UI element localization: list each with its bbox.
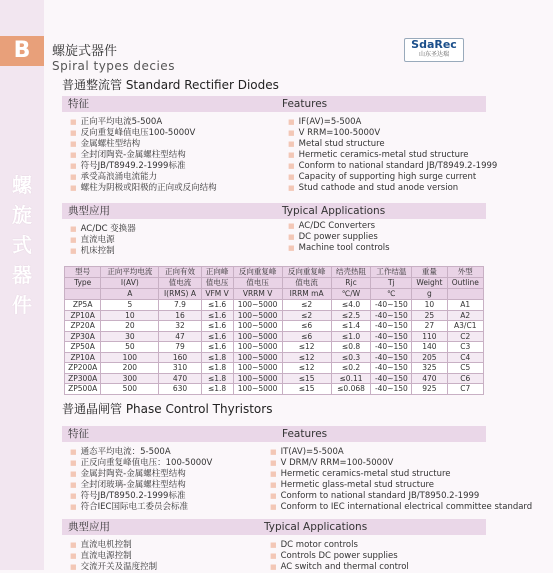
table-row: [65, 342, 484, 353]
unit-cell: IRRM mA: [282, 289, 331, 300]
unit-cell: A: [101, 289, 159, 300]
table-cell: ≤6: [282, 321, 331, 332]
table-cell: 140: [412, 342, 447, 353]
page-header: [52, 40, 175, 73]
table-row: [65, 300, 484, 311]
header-cell: 值电压: [201, 278, 233, 289]
table-row: [65, 352, 484, 363]
table-cell: ≤12: [282, 342, 331, 353]
table-cell: ZP50A: [65, 342, 101, 353]
features-list-cn: [70, 117, 217, 194]
list-item: ■ AC/DC 变换器: [70, 224, 136, 235]
header-cell: 反向重复峰: [233, 267, 282, 278]
header-cell: Rjc: [331, 278, 371, 289]
table-cell: 27: [412, 321, 447, 332]
side-color-bar: [0, 0, 44, 570]
header-cell: 重量: [412, 267, 447, 278]
table-cell: C3: [447, 342, 483, 353]
table-cell: C4: [447, 352, 483, 363]
table-cell: 30: [101, 331, 159, 342]
applications-band: [62, 519, 486, 535]
table-unit-row: [65, 289, 484, 300]
table-cell: 7.9: [159, 300, 201, 311]
applications-label-cn: 典型应用: [68, 521, 110, 533]
table-cell: ZP20A: [65, 321, 101, 332]
header-title-en: Spiral types decies: [52, 59, 175, 73]
table-cell: 100~5000: [233, 373, 282, 384]
brand-logo: [404, 38, 464, 62]
header-cell: Outline: [447, 278, 483, 289]
header-cell: 正向平均电流: [101, 267, 159, 278]
table-cell: -40~150: [371, 331, 412, 342]
unit-cell: [65, 289, 101, 300]
header-cell: 正向有效: [159, 267, 201, 278]
list-item: ■ Hermetic ceramics-metal stud structure: [270, 469, 532, 480]
table-cell: 100~5000: [233, 321, 282, 332]
section-title-rectifier: 普通整流管 Standard Rectifier Diodes: [62, 78, 279, 92]
header-cell: 值电压: [233, 278, 282, 289]
header-cell: 反向重复峰: [282, 267, 331, 278]
list-item: ■ Conform to IEC international electrical committee standard: [270, 502, 532, 513]
header-cell: 值电流: [159, 278, 201, 289]
table-cell: ≤1.6: [201, 342, 233, 353]
header-cell: 工作结温: [371, 267, 412, 278]
table-cell: C6: [447, 373, 483, 384]
table-body: [65, 300, 484, 395]
table-cell: 925: [412, 384, 447, 395]
features-label-cn: 特征: [68, 428, 89, 440]
table-row: [65, 384, 484, 395]
table-cell: 100~5000: [233, 331, 282, 342]
table-cell: 100~5000: [233, 310, 282, 321]
table-cell: -40~150: [371, 373, 412, 384]
table-cell: ≤1.6: [201, 331, 233, 342]
header-cell: 值电流: [282, 278, 331, 289]
table-cell: ≤12: [282, 363, 331, 374]
list-item: ■ Stud cathode and stud anode version: [288, 183, 497, 194]
table-cell: ≤1.6: [201, 310, 233, 321]
list-item: ■ 符合IEC国际电工委员会标准: [70, 502, 212, 513]
list-item: ■ 正向平均电流5-500A: [70, 117, 217, 128]
list-item: ■ 符号JB/T8949.2-1999标准: [70, 161, 217, 172]
list-item: ■ AC switch and thermal control: [270, 562, 409, 573]
unit-cell: I(RMS) A: [159, 289, 201, 300]
table-cell: ≤4.0: [331, 300, 371, 311]
table-cell: ≤12: [282, 352, 331, 363]
table-cell: 100~5000: [233, 363, 282, 374]
table-cell: -40~150: [371, 342, 412, 353]
header-cell: Type: [65, 278, 101, 289]
applications-list-en: [288, 221, 390, 254]
unit-cell: VFM V: [201, 289, 233, 300]
table-cell: 16: [159, 310, 201, 321]
applications-band: [62, 203, 486, 219]
table-row: [65, 321, 484, 332]
table-cell: ≤15: [282, 384, 331, 395]
table-cell: ≤0.11: [331, 373, 371, 384]
table-cell: 100~5000: [233, 352, 282, 363]
list-item: ■ 金属螺柱型结构: [70, 139, 217, 150]
list-item: ■ IT(AV)=5-500A: [270, 447, 532, 458]
table-cell: 325: [412, 363, 447, 374]
table-row: [65, 363, 484, 374]
table-cell: ZP10A: [65, 352, 101, 363]
table-cell: 10: [101, 310, 159, 321]
table-cell: ZP300A: [65, 373, 101, 384]
list-item: ■ DC power supplies: [288, 232, 390, 243]
table-cell: ≤0.8: [331, 342, 371, 353]
header-cell: 外型: [447, 267, 483, 278]
table-cell: 47: [159, 331, 201, 342]
table-cell: ZP30A: [65, 331, 101, 342]
table-cell: -40~150: [371, 321, 412, 332]
applications-list-cn: [70, 224, 136, 257]
table-cell: ≤1.8: [201, 384, 233, 395]
table-cell: 100~5000: [233, 384, 282, 395]
table-cell: 20: [101, 321, 159, 332]
applications-label-en: Typical Applications: [282, 205, 386, 217]
list-item: ■ IF(AV)=5-500A: [288, 117, 497, 128]
table-row: [65, 373, 484, 384]
side-char: 器: [12, 263, 32, 287]
table-cell: ≤1.0: [331, 331, 371, 342]
table-cell: -40~150: [371, 363, 412, 374]
table-cell: 5: [101, 300, 159, 311]
table-cell: 630: [159, 384, 201, 395]
header-cell: 正向峰: [201, 267, 233, 278]
table-cell: 160: [159, 352, 201, 363]
list-item: ■ 交流开关及温度控制: [70, 562, 157, 573]
header-cell: Weight: [412, 278, 447, 289]
table-cell: ≤2: [282, 300, 331, 311]
table-cell: ≤15: [282, 373, 331, 384]
table-cell: 100: [101, 352, 159, 363]
table-cell: ZP500A: [65, 384, 101, 395]
table-cell: C5: [447, 363, 483, 374]
table-cell: C2: [447, 331, 483, 342]
list-item: ■ 承受高浪涌电流能力: [70, 172, 217, 183]
unit-cell: ℃: [371, 289, 412, 300]
table-cell: A1: [447, 300, 483, 311]
header-cell: 型号: [65, 267, 101, 278]
table-cell: ≤2.5: [331, 310, 371, 321]
table-cell: -40~150: [371, 352, 412, 363]
table-cell: 500: [101, 384, 159, 395]
list-item: ■ V RRM=100-5000V: [288, 128, 497, 139]
unit-cell: [447, 289, 483, 300]
table-cell: A3/C1: [447, 321, 483, 332]
header-cell: Tj: [371, 278, 412, 289]
table-row: [65, 310, 484, 321]
side-vertical-title: [10, 170, 34, 320]
applications-list-en: [270, 540, 409, 573]
table-cell: 205: [412, 352, 447, 363]
logo-name: SdaRec: [411, 38, 457, 51]
table-header-row: [65, 278, 484, 289]
list-item: ■ AC/DC Converters: [288, 221, 390, 232]
table-row: [65, 331, 484, 342]
features-band: [62, 426, 486, 442]
list-item: ■ 反向重复峰值电压100-5000V: [70, 128, 217, 139]
table-cell: 100~5000: [233, 300, 282, 311]
features-list-en: [288, 117, 497, 194]
header-cell: 结壳热阻: [331, 267, 371, 278]
list-item: ■ 机床控制: [70, 246, 136, 257]
list-item: ■ 直流电机控制: [70, 540, 157, 551]
table-cell: ≤0.3: [331, 352, 371, 363]
list-item: ■ 金属封陶瓷-金属螺柱型结构: [70, 469, 212, 480]
features-list-en: [270, 447, 532, 513]
table-cell: ≤1.6: [201, 300, 233, 311]
unit-cell: ℃/W: [331, 289, 371, 300]
table-cell: 25: [412, 310, 447, 321]
list-item: ■ 螺柱为阴极或阳极的正向或反向结构: [70, 183, 217, 194]
applications-list-cn: [70, 540, 157, 573]
table-cell: ≤2: [282, 310, 331, 321]
rectifier-spec-table: [64, 266, 484, 395]
list-item: ■ 符号JB/T8950.2-1999标准: [70, 491, 212, 502]
list-item: ■ 直流电源: [70, 235, 136, 246]
table-header-row: [65, 267, 484, 278]
table-cell: 310: [159, 363, 201, 374]
side-char: 式: [12, 233, 32, 257]
applications-label-en: Typical Applications: [264, 521, 368, 533]
list-item: ■ 正反向重复峰值电压：100-5000V: [70, 458, 212, 469]
table-cell: 110: [412, 331, 447, 342]
features-label-cn: 特征: [68, 98, 89, 110]
list-item: ■ 直流电源控制: [70, 551, 157, 562]
table-cell: 32: [159, 321, 201, 332]
table-cell: 300: [101, 373, 159, 384]
table-cell: ≤1.8: [201, 352, 233, 363]
list-item: ■ Conform to national standard JB/T8950.2-1999: [270, 491, 532, 502]
table-cell: 470: [412, 373, 447, 384]
unit-cell: VRRM V: [233, 289, 282, 300]
list-item: ■ 全封闭陶瓷-金属螺柱型结构: [70, 150, 217, 161]
table-cell: ≤0.2: [331, 363, 371, 374]
section-letter: B: [0, 36, 44, 66]
table-cell: ≤1.6: [201, 321, 233, 332]
side-char: 旋: [12, 203, 32, 227]
section-title-thyristor: 普通晶闸管 Phase Control Thyristors: [62, 402, 273, 416]
logo-subtitle: 山东圣达瑞: [418, 51, 449, 58]
features-label-en: Features: [282, 428, 328, 440]
list-item: ■ 全封闭玻璃-金属螺柱型结构: [70, 480, 212, 491]
table-cell: ≤1.8: [201, 373, 233, 384]
side-char: 螺: [12, 173, 32, 197]
table-cell: 79: [159, 342, 201, 353]
table-cell: 470: [159, 373, 201, 384]
table-cell: -40~150: [371, 310, 412, 321]
list-item: ■ Metal stud structure: [288, 139, 497, 150]
table-cell: C7: [447, 384, 483, 395]
table-cell: 50: [101, 342, 159, 353]
table-cell: ZP10A: [65, 310, 101, 321]
header-cell: I(AV): [101, 278, 159, 289]
features-band: [62, 96, 486, 112]
list-item: ■ Controls DC power supplies: [270, 551, 409, 562]
table-cell: ≤1.8: [201, 363, 233, 374]
side-char: 件: [12, 293, 32, 317]
table-cell: 200: [101, 363, 159, 374]
features-list-cn: [70, 447, 212, 513]
list-item: ■ Conform to national standard JB/T8949.2-1999: [288, 161, 497, 172]
table-cell: ZP5A: [65, 300, 101, 311]
table-cell: ≤0.068: [331, 384, 371, 395]
table-cell: 10: [412, 300, 447, 311]
applications-label-cn: 典型应用: [68, 205, 110, 217]
list-item: ■ Capacity of supporting high surge current: [288, 172, 497, 183]
header-title-cn: 螺旋式器件: [52, 44, 118, 59]
list-item: ■ DC motor controls: [270, 540, 409, 551]
table-cell: A2: [447, 310, 483, 321]
list-item: ■ Hermetic ceramics-metal stud structure: [288, 150, 497, 161]
table-cell: 100~5000: [233, 342, 282, 353]
table-cell: ≤6: [282, 331, 331, 342]
list-item: ■ V DRM/V RRM=100-5000V: [270, 458, 532, 469]
table-cell: ZP200A: [65, 363, 101, 374]
list-item: ■ 通态平均电流：5-500A: [70, 447, 212, 458]
list-item: ■ Hermetic glass-metal stud structure: [270, 480, 532, 491]
unit-cell: g: [412, 289, 447, 300]
table-cell: -40~150: [371, 384, 412, 395]
features-label-en: Features: [282, 98, 328, 110]
table-cell: ≤1.4: [331, 321, 371, 332]
table-cell: -40~150: [371, 300, 412, 311]
list-item: ■ Machine tool controls: [288, 243, 390, 254]
